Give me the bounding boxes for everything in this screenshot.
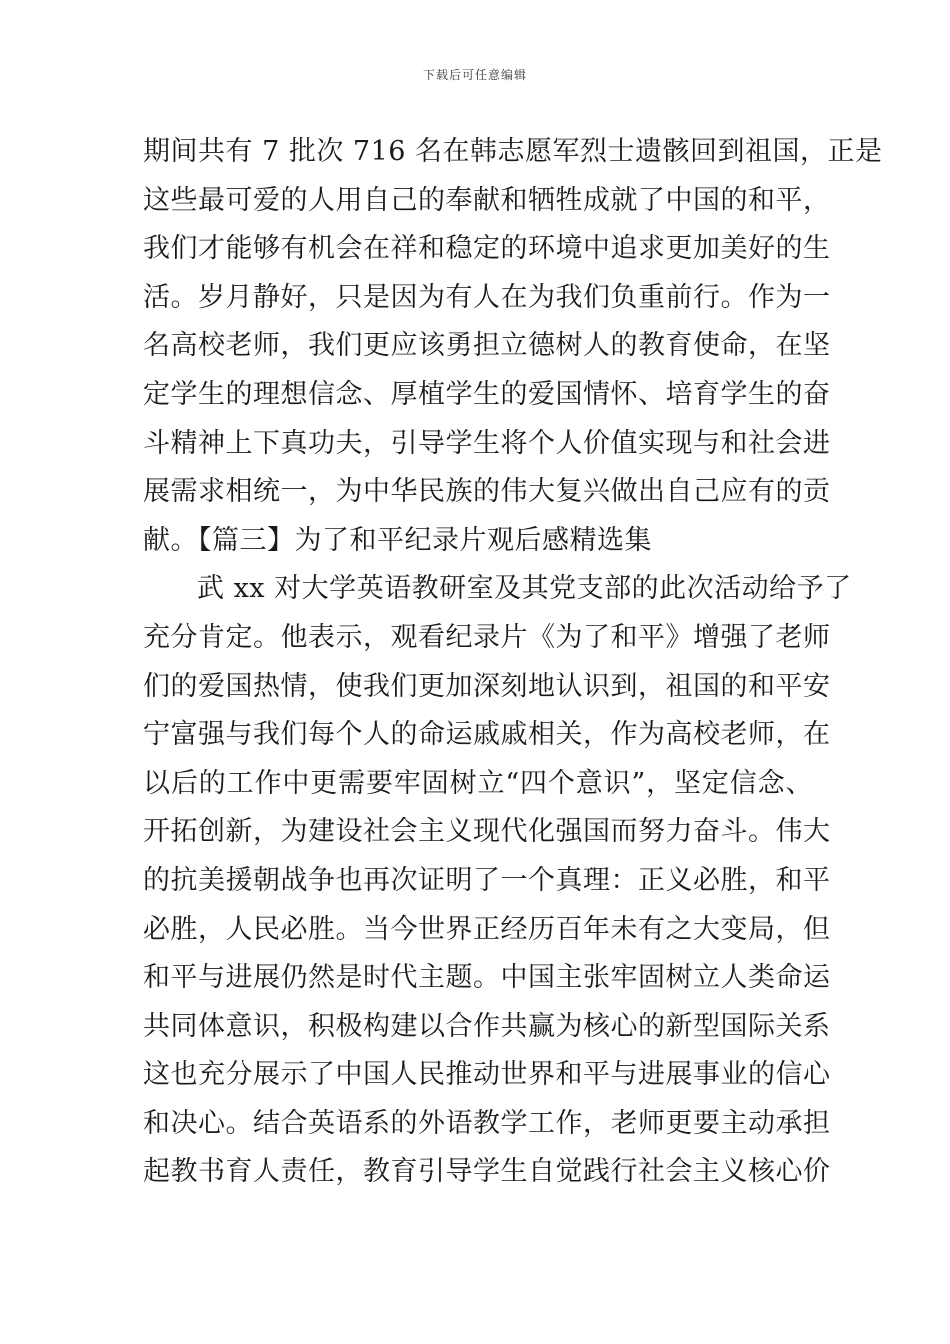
- page-header: 下载后可任意编辑: [422, 68, 527, 82]
- text-line: 和平与进展仍然是时代主题。中国主张牢固树立人类命运: [143, 962, 831, 994]
- text-line: 宁富强与我们每个人的命运戚戚相关，作为高校老师，在: [143, 719, 831, 751]
- text-line: 斗精神上下真功夫，引导学生将个人价值实现与和社会进: [143, 427, 831, 459]
- text-line: 以后的工作中更需要牢固树立“四个意识”，坚定信念、: [143, 767, 813, 799]
- text-line: 我们才能够有机会在祥和稳定的环境中追求更加美好的生: [143, 233, 831, 265]
- text-line: 期间共有 7 批次 716 名在韩志愿军烈士遗骸回到祖国，正是: [143, 136, 883, 167]
- text-line: 起教书育人责任，教育引导学生自觉践行社会主义核心价: [143, 1156, 831, 1188]
- text-line: 定学生的理想信念、厚植学生的爱国情怀、培育学生的奋: [143, 378, 831, 410]
- text-line: 的抗美援朝战争也再次证明了一个真理：正义必胜，和平: [143, 864, 831, 896]
- text-line: 这些最可爱的人用自己的奉献和牺牲成就了中国的和平，: [143, 184, 831, 216]
- text-line: 开拓创新，为建设社会主义现代化强国而努力奋斗。伟大: [143, 816, 831, 848]
- document-body: [143, 128, 883, 1197]
- text-line: 充分肯定。他表示，观看纪录片《为了和平》增强了老师: [143, 621, 831, 653]
- text-line: 和决心。结合英语系的外语教学工作，老师更要主动承担: [143, 1107, 831, 1139]
- text-line: 共同体意识，积极构建以合作共赢为核心的新型国际关系: [143, 1010, 831, 1042]
- paragraph-first-line: 武 xx 对大学英语教研室及其党支部的此次活动给予了: [197, 573, 852, 605]
- text-line: 们的爱国热情，使我们更加深刻地认识到，祖国的和平安: [143, 670, 831, 702]
- text-line: 展需求相统一，为中华民族的伟大复兴做出自己应有的贡: [143, 476, 831, 508]
- text-line: 活。岁月静好，只是因为有人在为我们负重前行。作为一: [143, 281, 831, 313]
- section-heading-line: 献。【篇三】为了和平纪录片观后感精选集: [143, 524, 652, 556]
- text-line: 这也充分展示了中国人民推动世界和平与进展事业的信心: [143, 1059, 831, 1091]
- text-line: 名高校老师，我们更应该勇担立德树人的教育使命，在坚: [143, 330, 831, 362]
- text-line: 必胜，人民必胜。当今世界正经历百年未有之大变局，但: [143, 913, 831, 945]
